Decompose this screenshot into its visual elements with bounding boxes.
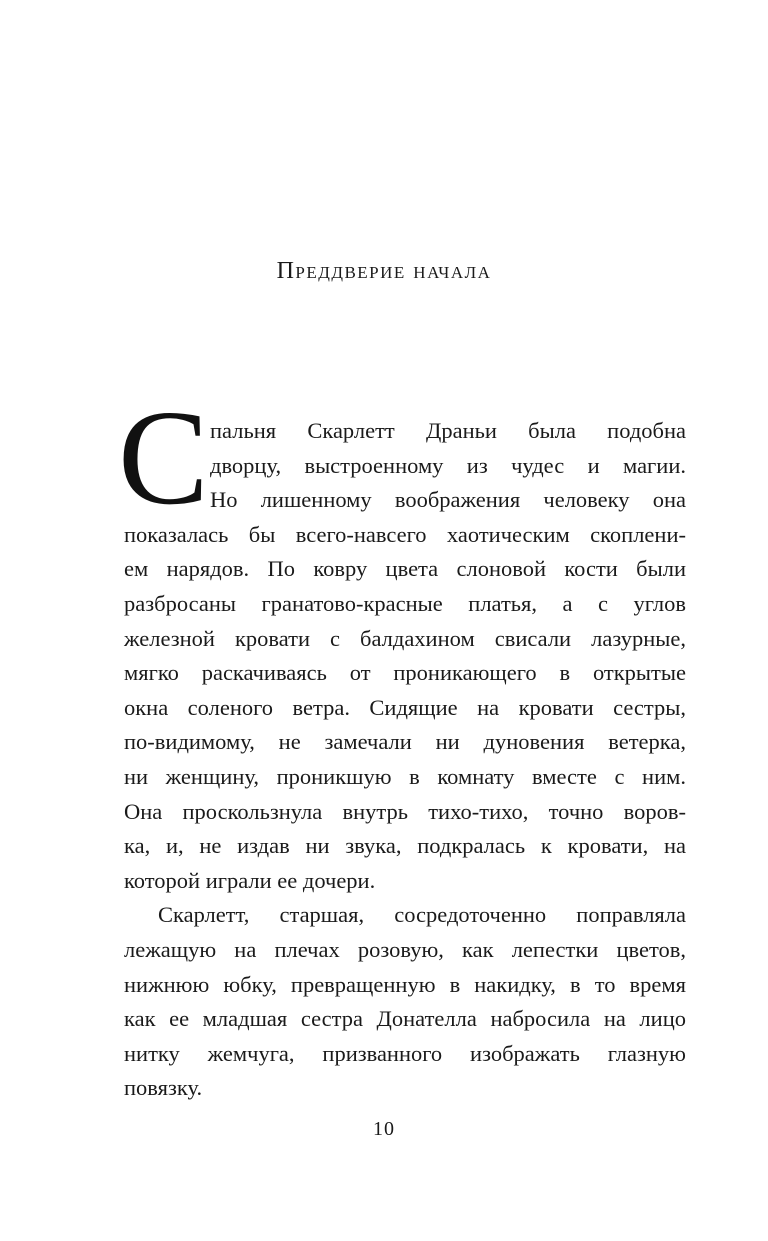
- text-line: которой играли ее дочери.: [124, 867, 376, 893]
- text-line: Она проскользнула внутрь тихо-тихо, точно воров-: [124, 798, 686, 824]
- text-line: как ее младшая сестра Донателла набросила на лицо: [124, 1006, 686, 1032]
- page-number: 10: [373, 1118, 395, 1140]
- text-line: ка, и, не издав ни звука, подкралась к кровати, на: [124, 833, 686, 859]
- text-line: по-видимому, не замечали ни дуновения ветерка,: [124, 729, 686, 755]
- text-line: железной кровати с балдахином свисали лазурные,: [124, 625, 686, 651]
- drop-cap: С: [118, 383, 209, 533]
- text-line: лежащую на плечах розовую, как лепестки цветов,: [124, 936, 686, 962]
- text-line: пальня Скарлетт Драньи была подобна: [210, 418, 686, 443]
- text-line: окна соленого ветра. Сидящие на кровати сестры,: [124, 694, 686, 720]
- text-line: дворцу, выстроенному из чудес и магии.: [210, 452, 686, 478]
- text-line: показалась бы всего-навсего хаотическим скоплени-: [124, 521, 686, 547]
- text-line: ем нарядов. По ковру цвета слоновой кости были: [124, 556, 686, 582]
- text-line: ни женщину, проникшую в комнату вместе с ним.: [124, 763, 686, 789]
- text-line: мягко раскачиваясь от проникающего в открытые: [124, 660, 686, 686]
- text-line: нитку жемчуга, призванного изображать глазную: [124, 1040, 686, 1066]
- text-line: нижнюю юбку, превращенную в накидку, в то время: [124, 971, 686, 997]
- chapter-title: Преддверие начала: [276, 258, 492, 284]
- text-line: Но лишенному воображения человеку она: [210, 487, 686, 513]
- text-line: Скарлетт, старшая, сосредоточенно поправляла: [158, 902, 686, 928]
- text-line: повязку.: [124, 1075, 203, 1101]
- text-line: разбросаны гранатово-красные платья, а с углов: [124, 590, 686, 616]
- body-text: [124, 414, 686, 1106]
